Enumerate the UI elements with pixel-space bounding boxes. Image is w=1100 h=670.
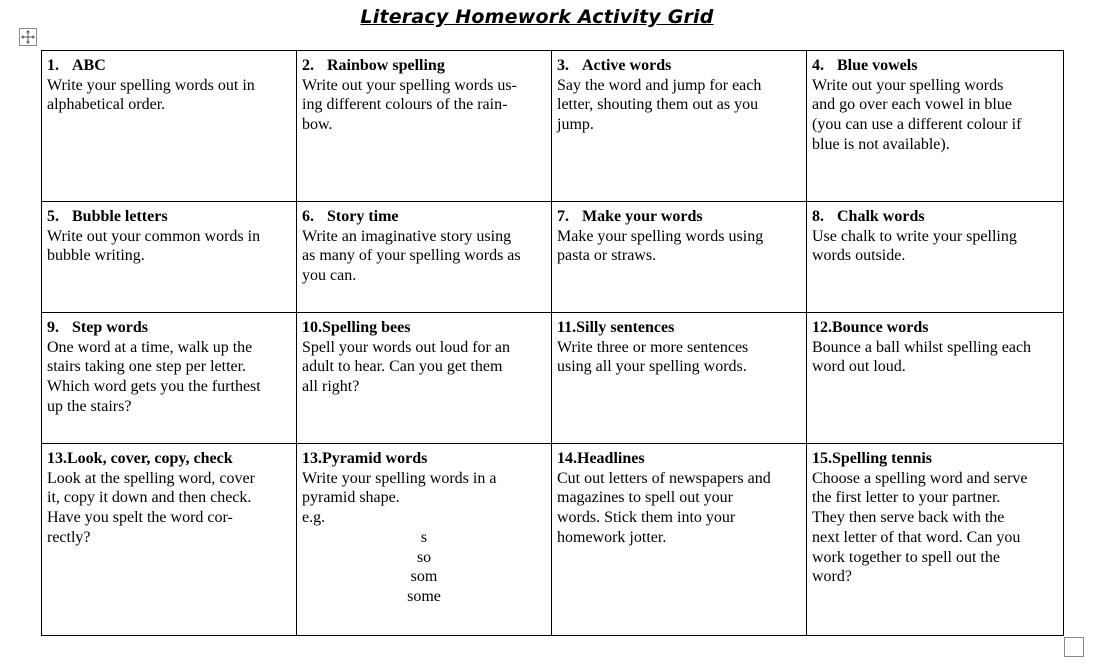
pyramid-line: some [407,587,441,605]
activity-description-line: blue is not available). [812,135,950,153]
activity-number: 6. [302,208,314,225]
activity-description-line: Which word gets you the furthest [47,378,261,396]
activity-number: 15. [812,450,832,467]
activity-description-line: Write out your spelling words us- [302,76,517,94]
activity-title: Spelling bees [322,319,411,336]
activity-description-line: They then serve back with the [812,509,1005,527]
activity-description-line: next letter of that word. Can you [812,528,1021,546]
activity-cell[interactable] [42,202,297,313]
activity-number: 12. [812,319,832,336]
activity-title: Look, cover, copy, check [67,450,233,467]
activity-title: Step words [72,319,149,336]
activity-description-line: ing different colours of the rain- [302,96,508,114]
activity-description-line: homework jotter. [557,528,667,546]
activity-description-line: Make your spelling words using [557,227,764,245]
activity-heading [47,56,291,76]
activity-description-line: pyramid shape. [302,489,400,507]
activity-description-line: magazines to spell out your [557,489,733,507]
activity-description-line: Choose a spelling word and serve [812,469,1028,487]
activity-cell[interactable] [297,51,552,202]
activity-description-line: Look at the spelling word, cover [47,469,255,487]
resize-square-icon[interactable] [1064,637,1084,657]
activity-number: 14. [557,450,577,467]
activity-number: 1. [47,57,59,74]
activity-title: Active words [582,57,672,74]
activity-description-line: Spell your words out loud for an [302,338,510,356]
activity-cell[interactable] [807,51,1064,202]
activity-number: 2. [302,57,314,74]
activity-description-line: using all your spelling words. [557,358,747,376]
activity-description-line: alphabetical order. [47,96,166,114]
grid-row [42,51,1064,202]
activity-description-line: bow. [302,116,333,134]
activity-heading [47,449,291,469]
activity-cell[interactable] [552,202,807,313]
activity-description-line: Write your spelling words in a [302,469,497,487]
activity-description-line: word? [812,568,852,586]
activity-title: Bounce words [832,319,929,336]
activity-title: Rainbow spelling [327,57,445,74]
activity-heading [812,449,1058,469]
activity-description-line: One word at a time, walk up the [47,338,253,356]
activity-description-line: Write out your common words in [47,227,261,245]
activity-number: 7. [557,208,569,225]
activity-description-line: Write three or more sentences [557,338,749,356]
activity-description-line: bubble writing. [47,247,145,265]
pyramid-line: so [416,548,432,566]
activity-heading [47,207,291,227]
activity-description-line: (you can use a different colour if [812,116,1022,134]
activity-cell[interactable] [552,444,807,636]
activity-description-line: jump. [557,116,594,134]
activity-number: 3. [557,57,569,74]
pyramid-line: som [410,568,438,586]
activity-description-line: you can. [302,267,357,285]
move-arrows-icon[interactable] [19,28,37,46]
activity-heading [302,318,546,338]
activity-cell[interactable] [552,313,807,444]
activity-number: 10. [302,319,322,336]
activity-title: Blue vowels [837,57,918,74]
activity-cell[interactable] [42,51,297,202]
activity-description-line: work together to spell out the [812,548,1000,566]
activity-description-line: words outside. [812,247,906,265]
activity-cell[interactable] [42,444,297,636]
activity-description-line: rectly? [47,528,91,546]
activity-heading [302,56,546,76]
activity-heading [557,56,801,76]
activity-heading [812,207,1058,227]
activity-cell[interactable] [297,202,552,313]
activity-title: Make your words [582,208,703,225]
activity-description-line: the first letter to your partner. [812,489,1001,507]
text-cursor [1063,319,1064,338]
activity-number: 4. [812,57,824,74]
activity-title: Headlines [577,450,645,467]
activity-description-line: Write an imaginative story using [302,227,512,245]
activity-description-line: Write your spelling words out in [47,76,255,94]
activity-cell[interactable] [297,444,552,636]
grid-row [42,202,1064,313]
activity-heading [302,449,546,469]
activity-title: Bubble letters [72,208,168,225]
activity-heading [812,56,1058,76]
activity-cell[interactable] [42,313,297,444]
activity-description-line: and go over each vowel in blue [812,96,1012,114]
activity-description-line: adult to hear. Can you get them [302,358,503,376]
activity-description-line: up the stairs? [47,397,132,415]
document-title: Literacy Homework Activity Grid [360,6,714,28]
activity-cell[interactable] [552,51,807,202]
activity-grid [41,50,1064,636]
activity-description-line: Say the word and jump for each [557,76,762,94]
activity-title: ABC [72,57,106,74]
activity-cell[interactable] [807,313,1064,444]
activity-description-line: words. Stick them into your [557,509,736,527]
activity-title: Spelling tennis [832,450,933,467]
activity-description-line: it, copy it down and then check. [47,489,252,507]
activity-heading [812,318,1058,338]
activity-description-line: Use chalk to write your spelling [812,227,1017,245]
activity-description-line: word out loud. [812,358,906,376]
activity-number: 13. [302,450,322,467]
activity-description-line: e.g. [302,509,326,527]
activity-description-line: Have you spelt the word cor- [47,509,233,527]
activity-number: 5. [47,208,59,225]
activity-cell[interactable] [297,313,552,444]
activity-number: 9. [47,319,59,336]
pyramid-example [302,528,546,607]
activity-heading [557,207,801,227]
activity-description-line: Write out your spelling words [812,76,1004,94]
activity-description-line: Cut out letters of newspapers and [557,469,771,487]
activity-description-line: Bounce a ball whilst spelling each [812,338,1032,356]
activity-description-line: letter, shouting them out as you [557,96,759,114]
activity-heading [302,207,546,227]
activity-title: Silly sentences [576,319,675,336]
activity-cell[interactable] [807,444,1064,636]
activity-description-line: all right? [302,378,360,396]
activity-heading [557,449,801,469]
activity-description-line: as many of your spelling words as [302,247,521,265]
activity-cell[interactable] [807,202,1064,313]
activity-heading [47,318,291,338]
activity-description-line: pasta or straws. [557,247,657,265]
activity-title: Pyramid words [322,450,428,467]
grid-row [42,313,1064,444]
activity-description-line: stairs taking one step per letter. [47,358,247,376]
grid-row [42,444,1064,636]
activity-number: 13. [47,450,67,467]
activity-heading [557,318,801,338]
activity-number: 11. [557,319,577,336]
activity-title: Story time [327,208,399,225]
pyramid-line: s [420,528,428,546]
activity-number: 8. [812,208,824,225]
activity-title: Chalk words [837,208,925,225]
